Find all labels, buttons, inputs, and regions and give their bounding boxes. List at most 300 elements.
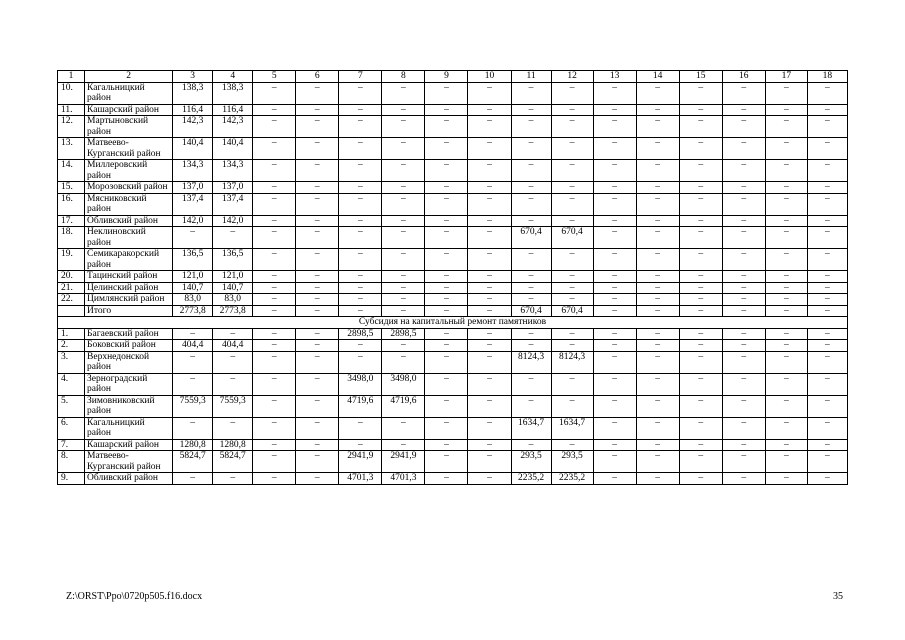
value-cell: – bbox=[722, 451, 765, 473]
value-cell: – bbox=[339, 271, 382, 283]
district-name: Неклиновский район bbox=[85, 227, 173, 249]
value-cell: – bbox=[296, 82, 339, 104]
value-cell: 293,5 bbox=[511, 451, 551, 473]
value-cell: – bbox=[765, 340, 807, 352]
value-cell: 2898,5 bbox=[339, 328, 382, 340]
value-cell: – bbox=[425, 340, 468, 352]
value-cell: – bbox=[296, 294, 339, 306]
value-cell: – bbox=[593, 328, 636, 340]
value-cell: 5824,7 bbox=[213, 451, 253, 473]
row-number: 15. bbox=[58, 182, 85, 194]
value-cell: – bbox=[253, 439, 296, 451]
value-cell: 140,4 bbox=[173, 138, 213, 160]
value-cell: 1634,7 bbox=[551, 417, 593, 439]
value-cell: – bbox=[807, 138, 847, 160]
row-number: 9. bbox=[58, 473, 85, 485]
value-cell: – bbox=[636, 294, 679, 306]
value-cell: – bbox=[593, 395, 636, 417]
value-cell: – bbox=[425, 193, 468, 215]
district-name: Обливский район bbox=[85, 215, 173, 227]
column-number-cell: 10 bbox=[468, 71, 511, 83]
column-number-cell: 2 bbox=[85, 71, 173, 83]
value-cell: – bbox=[593, 160, 636, 182]
value-cell: – bbox=[468, 395, 511, 417]
value-cell: 116,4 bbox=[173, 104, 213, 116]
value-cell: – bbox=[679, 340, 722, 352]
column-number-cell: 8 bbox=[382, 71, 425, 83]
value-cell: – bbox=[593, 473, 636, 485]
district-name: Обливский район bbox=[85, 473, 173, 485]
value-cell: – bbox=[173, 473, 213, 485]
value-cell: – bbox=[679, 305, 722, 317]
table-row bbox=[58, 373, 848, 395]
value-cell: – bbox=[765, 227, 807, 249]
column-number-cell: 18 bbox=[807, 71, 847, 83]
value-cell: 121,0 bbox=[173, 271, 213, 283]
row-number: 5. bbox=[58, 395, 85, 417]
value-cell: – bbox=[425, 116, 468, 138]
column-number-cell: 16 bbox=[722, 71, 765, 83]
value-cell: – bbox=[807, 473, 847, 485]
value-cell: – bbox=[296, 328, 339, 340]
value-cell: – bbox=[636, 182, 679, 194]
value-cell: – bbox=[468, 227, 511, 249]
value-cell: – bbox=[807, 215, 847, 227]
value-cell: – bbox=[253, 138, 296, 160]
district-name: Багаевский район bbox=[85, 328, 173, 340]
value-cell: 404,4 bbox=[213, 340, 253, 352]
value-cell: – bbox=[679, 373, 722, 395]
value-cell: – bbox=[296, 271, 339, 283]
value-cell: – bbox=[339, 282, 382, 294]
row-number: 14. bbox=[58, 160, 85, 182]
value-cell: – bbox=[722, 351, 765, 373]
table-row bbox=[58, 193, 848, 215]
value-cell: – bbox=[679, 82, 722, 104]
value-cell: 670,4 bbox=[511, 305, 551, 317]
district-name: Кашарский район bbox=[85, 104, 173, 116]
value-cell: – bbox=[511, 215, 551, 227]
value-cell: – bbox=[296, 249, 339, 271]
value-cell: – bbox=[425, 249, 468, 271]
value-cell: – bbox=[468, 104, 511, 116]
value-cell: – bbox=[468, 305, 511, 317]
table-row bbox=[58, 138, 848, 160]
row-number: 3. bbox=[58, 351, 85, 373]
value-cell: – bbox=[253, 104, 296, 116]
value-cell: – bbox=[425, 328, 468, 340]
value-cell: 7559,3 bbox=[213, 395, 253, 417]
value-cell: – bbox=[339, 351, 382, 373]
page-number: 35 bbox=[833, 591, 843, 602]
table-row bbox=[58, 473, 848, 485]
value-cell: – bbox=[722, 340, 765, 352]
row-number: 20. bbox=[58, 271, 85, 283]
value-cell: – bbox=[765, 294, 807, 306]
value-cell: 140,4 bbox=[213, 138, 253, 160]
value-cell: – bbox=[511, 249, 551, 271]
value-cell: – bbox=[253, 351, 296, 373]
value-cell: – bbox=[593, 82, 636, 104]
value-cell: – bbox=[382, 271, 425, 283]
value-cell: – bbox=[765, 328, 807, 340]
value-cell: – bbox=[551, 116, 593, 138]
value-cell: – bbox=[511, 138, 551, 160]
value-cell: 134,3 bbox=[173, 160, 213, 182]
value-cell: – bbox=[382, 82, 425, 104]
value-cell: – bbox=[679, 294, 722, 306]
value-cell: – bbox=[296, 227, 339, 249]
value-cell: – bbox=[679, 282, 722, 294]
value-cell: 136,5 bbox=[173, 249, 213, 271]
value-cell: – bbox=[636, 104, 679, 116]
district-name: Мясниковский район bbox=[85, 193, 173, 215]
value-cell: – bbox=[468, 451, 511, 473]
value-cell: – bbox=[765, 439, 807, 451]
value-cell: – bbox=[253, 227, 296, 249]
value-cell: 140,7 bbox=[213, 282, 253, 294]
value-cell: – bbox=[468, 193, 511, 215]
value-cell: – bbox=[339, 417, 382, 439]
value-cell: – bbox=[593, 193, 636, 215]
value-cell: 404,4 bbox=[173, 340, 213, 352]
value-cell: – bbox=[807, 182, 847, 194]
value-cell: – bbox=[551, 160, 593, 182]
value-cell: – bbox=[296, 439, 339, 451]
value-cell: – bbox=[765, 417, 807, 439]
value-cell: 7559,3 bbox=[173, 395, 213, 417]
value-cell: – bbox=[339, 439, 382, 451]
value-cell: – bbox=[253, 373, 296, 395]
value-cell: – bbox=[339, 116, 382, 138]
value-cell: – bbox=[636, 340, 679, 352]
value-cell: – bbox=[807, 282, 847, 294]
value-cell: – bbox=[339, 305, 382, 317]
column-number-cell: 1 bbox=[58, 71, 85, 83]
table-row bbox=[58, 395, 848, 417]
value-cell: – bbox=[213, 473, 253, 485]
value-cell: – bbox=[679, 328, 722, 340]
district-name: Зимовниковский район bbox=[85, 395, 173, 417]
value-cell: 1280,8 bbox=[173, 439, 213, 451]
value-cell: – bbox=[722, 104, 765, 116]
value-cell: – bbox=[551, 104, 593, 116]
value-cell: – bbox=[296, 417, 339, 439]
value-cell: 3498,0 bbox=[339, 373, 382, 395]
value-cell: 142,3 bbox=[213, 116, 253, 138]
value-cell: – bbox=[382, 215, 425, 227]
value-cell: – bbox=[468, 340, 511, 352]
value-cell: 137,0 bbox=[173, 182, 213, 194]
value-cell: 83,0 bbox=[213, 294, 253, 306]
value-cell: – bbox=[253, 193, 296, 215]
value-cell: 293,5 bbox=[551, 451, 593, 473]
district-name: Семикаракорский район bbox=[85, 249, 173, 271]
value-cell: – bbox=[173, 373, 213, 395]
value-cell: – bbox=[551, 340, 593, 352]
table-row bbox=[58, 328, 848, 340]
district-name: Матвеево-Курганский район bbox=[85, 138, 173, 160]
value-cell: – bbox=[468, 282, 511, 294]
value-cell: – bbox=[593, 138, 636, 160]
value-cell: – bbox=[807, 351, 847, 373]
value-cell: – bbox=[765, 249, 807, 271]
value-cell: – bbox=[593, 451, 636, 473]
value-cell: – bbox=[425, 104, 468, 116]
column-number-cell: 12 bbox=[551, 71, 593, 83]
district-name: Матвеево-Курганский район bbox=[85, 451, 173, 473]
value-cell: – bbox=[722, 182, 765, 194]
value-cell: – bbox=[807, 294, 847, 306]
value-cell: – bbox=[425, 395, 468, 417]
value-cell: – bbox=[551, 182, 593, 194]
district-name: Верхнедонской район bbox=[85, 351, 173, 373]
row-number: 13. bbox=[58, 138, 85, 160]
value-cell: – bbox=[765, 116, 807, 138]
value-cell: – bbox=[593, 305, 636, 317]
value-cell: – bbox=[511, 340, 551, 352]
value-cell: 2773,8 bbox=[213, 305, 253, 317]
value-cell: 670,4 bbox=[511, 227, 551, 249]
value-cell: – bbox=[593, 182, 636, 194]
value-cell: – bbox=[296, 282, 339, 294]
value-cell: – bbox=[807, 395, 847, 417]
value-cell: – bbox=[173, 227, 213, 249]
value-cell: – bbox=[468, 473, 511, 485]
value-cell: – bbox=[253, 451, 296, 473]
value-cell: – bbox=[636, 82, 679, 104]
value-cell: 4719,6 bbox=[382, 395, 425, 417]
value-cell: – bbox=[253, 395, 296, 417]
value-cell: – bbox=[253, 328, 296, 340]
value-cell: – bbox=[636, 116, 679, 138]
value-cell: – bbox=[468, 373, 511, 395]
value-cell: 142,0 bbox=[213, 215, 253, 227]
value-cell: – bbox=[807, 328, 847, 340]
value-cell: – bbox=[807, 104, 847, 116]
value-cell: – bbox=[679, 116, 722, 138]
value-cell: – bbox=[807, 439, 847, 451]
row-number: 19. bbox=[58, 249, 85, 271]
value-cell: – bbox=[722, 439, 765, 451]
value-cell: – bbox=[425, 305, 468, 317]
value-cell: – bbox=[593, 104, 636, 116]
value-cell: 8124,3 bbox=[511, 351, 551, 373]
value-cell: – bbox=[296, 160, 339, 182]
district-name: Цимлянский район bbox=[85, 294, 173, 306]
value-cell: – bbox=[722, 116, 765, 138]
value-cell: – bbox=[296, 305, 339, 317]
value-cell: – bbox=[679, 271, 722, 283]
value-cell: – bbox=[807, 451, 847, 473]
value-cell: – bbox=[382, 282, 425, 294]
column-number-cell: 17 bbox=[765, 71, 807, 83]
value-cell: – bbox=[468, 417, 511, 439]
value-cell: 83,0 bbox=[173, 294, 213, 306]
value-cell: – bbox=[382, 116, 425, 138]
value-cell: – bbox=[765, 82, 807, 104]
value-cell: – bbox=[679, 215, 722, 227]
value-cell: 8124,3 bbox=[551, 351, 593, 373]
column-number-cell: 13 bbox=[593, 71, 636, 83]
value-cell: – bbox=[339, 160, 382, 182]
district-name: Целинский район bbox=[85, 282, 173, 294]
value-cell: – bbox=[213, 227, 253, 249]
value-cell: – bbox=[593, 373, 636, 395]
budget-table bbox=[57, 70, 848, 485]
value-cell: – bbox=[636, 227, 679, 249]
value-cell: – bbox=[339, 340, 382, 352]
value-cell: – bbox=[765, 373, 807, 395]
value-cell: – bbox=[173, 351, 213, 373]
value-cell: – bbox=[765, 305, 807, 317]
value-cell: – bbox=[807, 249, 847, 271]
value-cell: 140,7 bbox=[173, 282, 213, 294]
table-row bbox=[58, 271, 848, 283]
table-row bbox=[58, 282, 848, 294]
value-cell: – bbox=[593, 215, 636, 227]
value-cell: – bbox=[551, 193, 593, 215]
value-cell: – bbox=[425, 82, 468, 104]
value-cell: 670,4 bbox=[551, 227, 593, 249]
value-cell: – bbox=[425, 417, 468, 439]
value-cell: – bbox=[468, 82, 511, 104]
district-name: Тацинский район bbox=[85, 271, 173, 283]
column-number-cell: 7 bbox=[339, 71, 382, 83]
table-row bbox=[58, 340, 848, 352]
value-cell: – bbox=[722, 138, 765, 160]
row-number: 22. bbox=[58, 294, 85, 306]
value-cell: – bbox=[468, 160, 511, 182]
section-heading: Субсидия на капитальный ремонт памятников bbox=[58, 317, 848, 329]
value-cell: – bbox=[173, 417, 213, 439]
value-cell: – bbox=[722, 215, 765, 227]
value-cell: – bbox=[511, 294, 551, 306]
value-cell: – bbox=[511, 439, 551, 451]
value-cell: – bbox=[807, 227, 847, 249]
value-cell: 4701,3 bbox=[382, 473, 425, 485]
value-cell: – bbox=[253, 182, 296, 194]
value-cell: – bbox=[339, 294, 382, 306]
value-cell: – bbox=[296, 193, 339, 215]
value-cell: – bbox=[253, 473, 296, 485]
table-row bbox=[58, 215, 848, 227]
value-cell: – bbox=[425, 451, 468, 473]
district-name: Боковский район bbox=[85, 340, 173, 352]
value-cell: – bbox=[636, 305, 679, 317]
value-cell: – bbox=[382, 138, 425, 160]
value-cell: – bbox=[765, 104, 807, 116]
value-cell: – bbox=[382, 417, 425, 439]
footer-file-path: Z:\ORST\Ppo\0720p505.f16.docx bbox=[66, 591, 203, 602]
value-cell: – bbox=[296, 104, 339, 116]
value-cell: – bbox=[468, 249, 511, 271]
value-cell: – bbox=[679, 351, 722, 373]
column-number-cell: 9 bbox=[425, 71, 468, 83]
value-cell: – bbox=[679, 395, 722, 417]
value-cell: – bbox=[551, 328, 593, 340]
value-cell: 138,3 bbox=[213, 82, 253, 104]
value-cell: – bbox=[722, 417, 765, 439]
row-number: 1. bbox=[58, 328, 85, 340]
value-cell: – bbox=[253, 215, 296, 227]
value-cell: – bbox=[593, 271, 636, 283]
value-cell: – bbox=[296, 138, 339, 160]
value-cell: 142,3 bbox=[173, 116, 213, 138]
district-name: Итого bbox=[85, 305, 173, 317]
value-cell: – bbox=[722, 305, 765, 317]
value-cell: – bbox=[765, 215, 807, 227]
value-cell: – bbox=[807, 160, 847, 182]
value-cell: – bbox=[339, 138, 382, 160]
value-cell: – bbox=[382, 294, 425, 306]
column-number-cell: 14 bbox=[636, 71, 679, 83]
value-cell: – bbox=[636, 417, 679, 439]
value-cell: – bbox=[636, 473, 679, 485]
value-cell: – bbox=[425, 282, 468, 294]
value-cell: – bbox=[339, 193, 382, 215]
row-number: 6. bbox=[58, 417, 85, 439]
value-cell: – bbox=[807, 82, 847, 104]
value-cell: – bbox=[253, 305, 296, 317]
value-cell: 142,0 bbox=[173, 215, 213, 227]
value-cell: – bbox=[722, 227, 765, 249]
value-cell: – bbox=[765, 182, 807, 194]
value-cell: – bbox=[296, 215, 339, 227]
value-cell: – bbox=[382, 351, 425, 373]
value-cell: – bbox=[636, 160, 679, 182]
value-cell: – bbox=[636, 271, 679, 283]
value-cell: – bbox=[382, 160, 425, 182]
value-cell: – bbox=[593, 227, 636, 249]
value-cell: – bbox=[296, 351, 339, 373]
value-cell: – bbox=[765, 282, 807, 294]
value-cell: – bbox=[807, 340, 847, 352]
table-row bbox=[58, 417, 848, 439]
district-name: Мартыновский район bbox=[85, 116, 173, 138]
value-cell: – bbox=[468, 351, 511, 373]
value-cell: – bbox=[511, 160, 551, 182]
district-name: Морозовский район bbox=[85, 182, 173, 194]
value-cell: – bbox=[636, 451, 679, 473]
value-cell: – bbox=[636, 351, 679, 373]
value-cell: – bbox=[722, 282, 765, 294]
value-cell: – bbox=[296, 451, 339, 473]
value-cell: – bbox=[382, 227, 425, 249]
value-cell: – bbox=[765, 395, 807, 417]
value-cell: 121,0 bbox=[213, 271, 253, 283]
table-row bbox=[58, 104, 848, 116]
value-cell: – bbox=[765, 271, 807, 283]
value-cell: – bbox=[593, 282, 636, 294]
value-cell: – bbox=[722, 249, 765, 271]
value-cell: 116,4 bbox=[213, 104, 253, 116]
value-cell: – bbox=[807, 116, 847, 138]
table-row bbox=[58, 182, 848, 194]
value-cell: – bbox=[296, 340, 339, 352]
column-number-cell: 3 bbox=[173, 71, 213, 83]
value-cell: – bbox=[382, 182, 425, 194]
value-cell: – bbox=[511, 328, 551, 340]
row-number: 7. bbox=[58, 439, 85, 451]
row-number: 4. bbox=[58, 373, 85, 395]
value-cell: – bbox=[468, 271, 511, 283]
value-cell: – bbox=[511, 395, 551, 417]
value-cell: – bbox=[551, 439, 593, 451]
value-cell: – bbox=[765, 473, 807, 485]
value-cell: – bbox=[551, 373, 593, 395]
value-cell: – bbox=[511, 282, 551, 294]
